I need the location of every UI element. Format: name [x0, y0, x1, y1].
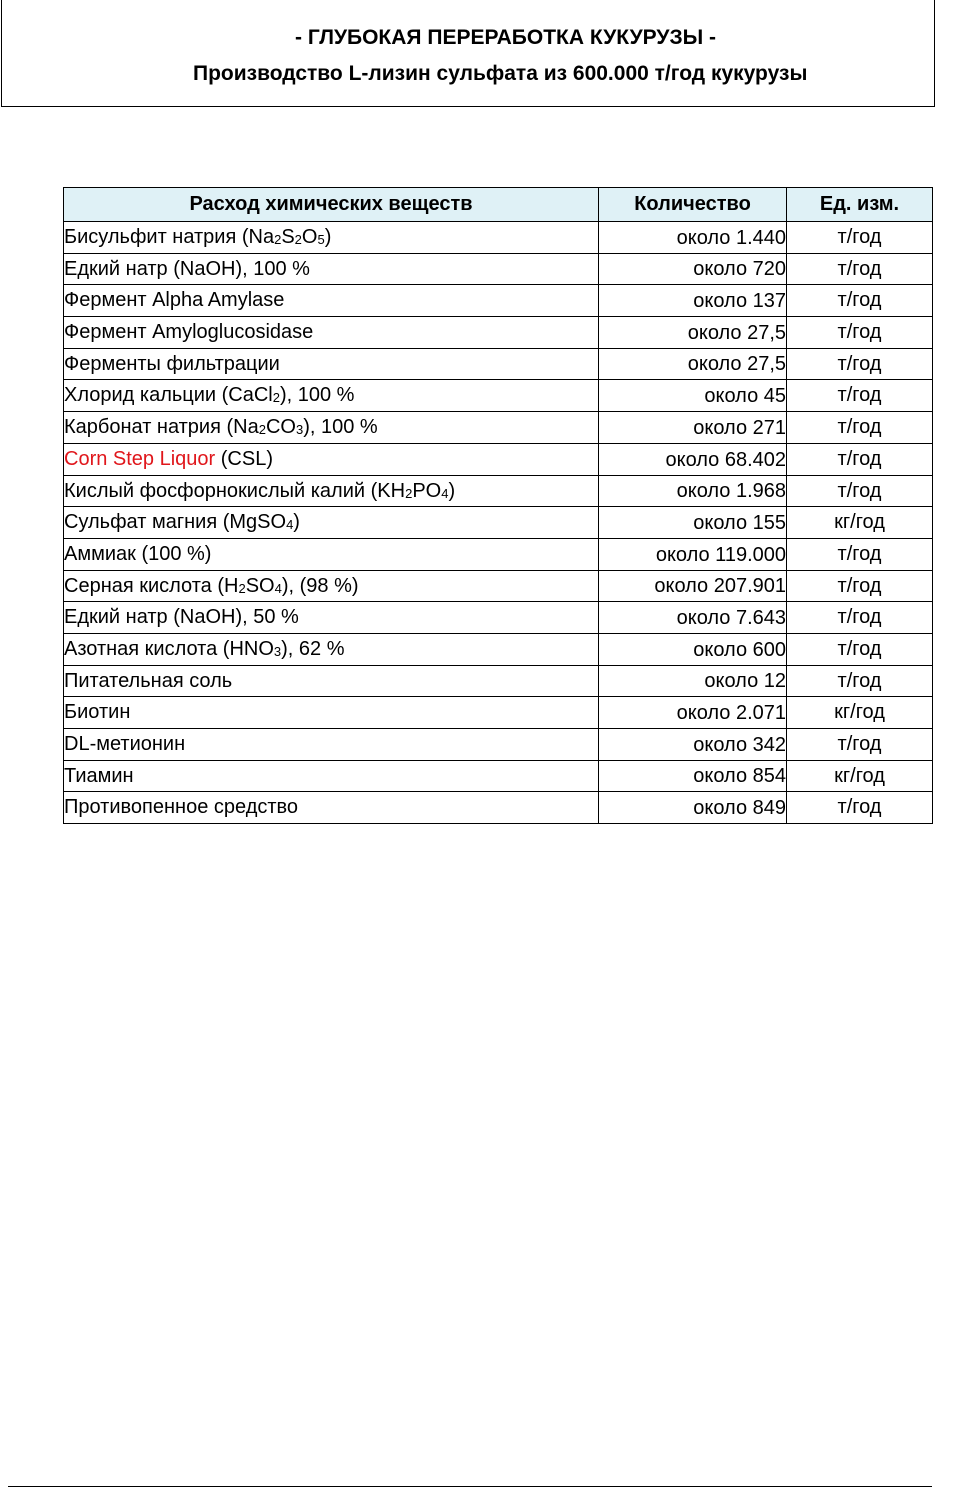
chemical-name-text: ), (98 %): [281, 574, 359, 597]
quantity-cell: около 207.901: [599, 570, 787, 602]
unit-cell: кг/год: [787, 507, 933, 539]
chemical-name-text: Питательная соль: [64, 669, 233, 692]
chemical-subscript: 3: [273, 643, 282, 659]
chemical-name-cell: [64, 665, 599, 697]
chemical-name-text: Фермент Alpha Amylase: [64, 289, 285, 312]
chemical-name-cell: [64, 760, 599, 792]
quantity-cell: около 7.643: [599, 602, 787, 634]
quantity-cell: около 2.071: [599, 697, 787, 729]
quantity-cell: около 1.440: [599, 222, 787, 254]
chemical-name-cell: [64, 253, 599, 285]
chemical-name-cell: [64, 602, 599, 634]
chemical-name-cell: [64, 507, 599, 539]
chemical-subscript: 2: [272, 390, 280, 406]
unit-cell: т/год: [787, 633, 933, 665]
chemical-name-text: Аммиак (100 %): [64, 542, 212, 565]
chemical-name-text: (CSL): [215, 447, 273, 470]
chemical-subscript: 2: [274, 232, 282, 247]
column-header-chemical: Расход химических веществ: [64, 188, 599, 222]
unit-cell: т/год: [787, 538, 933, 570]
chemical-name-text: Фермент Amyloglucosidase: [64, 321, 314, 344]
chemical-name-text: Хлорид кальции (CaCl: [64, 384, 273, 407]
chemical-name-text: Противопенное средство: [64, 796, 299, 819]
table-row: [64, 570, 933, 602]
chemical-name-cell: [64, 380, 599, 412]
unit-cell: т/год: [787, 285, 933, 317]
chemical-subscript: 5: [317, 232, 325, 247]
table-row: [64, 760, 933, 792]
page-subtitle: Производство L-лизин сульфата из 600.000 т/год кукурузы: [193, 62, 808, 85]
chemical-subscript: 4: [286, 517, 294, 533]
unit-cell: кг/год: [787, 760, 933, 792]
quantity-cell: около 342: [599, 729, 787, 761]
chemical-name-text: SO: [245, 574, 275, 597]
chemical-name-text: Едкий натр (NaOH), 50 %: [64, 606, 299, 629]
quantity-cell: около 1.968: [599, 475, 787, 507]
table-row: [64, 507, 933, 539]
table-row: [64, 633, 933, 665]
chemical-name-text: O: [301, 226, 318, 248]
chemical-name-text: Биотин: [64, 701, 131, 724]
unit-cell: т/год: [787, 475, 933, 507]
unit-cell: т/год: [787, 443, 933, 475]
footer-divider: [8, 1486, 932, 1487]
table-row: [64, 348, 933, 380]
unit-cell: т/год: [787, 317, 933, 349]
chemical-name-text: Ферменты фильтрации: [64, 352, 280, 375]
unit-cell: т/год: [787, 792, 933, 824]
chemical-name-text: Азотная кислота (HNO: [64, 637, 274, 660]
table-row: [64, 792, 933, 824]
table-row: [64, 729, 933, 761]
chemical-name-cell: [64, 222, 599, 254]
highlighted-chemical-name: Corn Step Liquor: [64, 447, 216, 470]
quantity-cell: около 45: [599, 380, 787, 412]
table-row: [64, 475, 933, 507]
table-row: [64, 602, 933, 634]
chemical-name-text: Сульфат магния (MgSO: [64, 511, 287, 534]
quantity-cell: около 854: [599, 760, 787, 792]
chemical-name-cell: [64, 443, 599, 475]
table-row: [64, 443, 933, 475]
chemical-name-cell: [64, 475, 599, 507]
unit-cell: т/год: [787, 348, 933, 380]
quantity-cell: около 849: [599, 792, 787, 824]
chemical-name-text: S: [281, 226, 295, 248]
table-header-row: [64, 188, 933, 222]
table-row: [64, 538, 933, 570]
title-frame: [1, 0, 935, 107]
chemical-subscript: 2: [294, 232, 302, 247]
quantity-cell: около 155: [599, 507, 787, 539]
chemical-name-text: Бисульфит натрия (Na: [64, 226, 275, 248]
chemical-name-text: ), 100 %: [303, 416, 378, 439]
table-row: [64, 253, 933, 285]
page-title: - ГЛУБОКАЯ ПЕРЕРАБОТКА КУКУРУЗЫ -: [295, 26, 717, 49]
table-body: [64, 222, 933, 824]
chemical-subscript: 2: [405, 485, 413, 501]
table-row: [64, 285, 933, 317]
quantity-cell: около 600: [599, 633, 787, 665]
chemical-name-text: ): [324, 226, 332, 248]
table-row: [64, 665, 933, 697]
unit-cell: кг/год: [787, 697, 933, 729]
quantity-cell: около 720: [599, 253, 787, 285]
chemical-subscript: 2: [238, 580, 246, 596]
quantity-cell: около 27,5: [599, 317, 787, 349]
chemical-name-text: CO: [265, 416, 296, 439]
unit-cell: т/год: [787, 253, 933, 285]
chemical-name-text: ), 62 %: [281, 637, 345, 660]
quantity-cell: около 12: [599, 665, 787, 697]
quantity-cell: около 119.000: [599, 538, 787, 570]
chemical-subscript: 4: [274, 580, 282, 596]
column-header-quantity: Количество: [599, 188, 787, 222]
chemical-name-text: ): [448, 479, 456, 502]
unit-cell: т/год: [787, 602, 933, 634]
chemical-name-text: Едкий натр (NaOH), 100 %: [64, 257, 310, 280]
table-row: [64, 380, 933, 412]
chemical-name-text: Серная кислота (H: [64, 574, 239, 597]
chemical-name-cell: [64, 792, 599, 824]
chemicals-table: [63, 187, 933, 824]
table-row: [64, 412, 933, 444]
chemical-subscript: 2: [258, 422, 266, 438]
quantity-cell: около 27,5: [599, 348, 787, 380]
chemical-name-cell: [64, 729, 599, 761]
chemical-name-text: ): [293, 511, 300, 534]
chemical-name-cell: [64, 317, 599, 349]
chemical-name-text: Тиамин: [64, 764, 134, 787]
unit-cell: т/год: [787, 380, 933, 412]
quantity-cell: около 68.402: [599, 443, 787, 475]
chemical-subscript: 4: [441, 485, 449, 501]
chemical-name-text: Карбонат натрия (Na: [64, 416, 259, 439]
chemical-name-cell: [64, 633, 599, 665]
chemical-name-cell: [64, 348, 599, 380]
table-row: [64, 317, 933, 349]
chemical-name-text: ), 100 %: [279, 384, 355, 407]
unit-cell: т/год: [787, 665, 933, 697]
chemical-name-cell: [64, 285, 599, 317]
quantity-cell: около 137: [599, 285, 787, 317]
unit-cell: т/год: [787, 570, 933, 602]
chemical-subscript: 3: [295, 422, 304, 438]
table-row: [64, 222, 933, 254]
chemical-name-text: Кислый фосфорнокислый калий (KH: [64, 479, 406, 502]
column-header-unit: Ед. изм.: [787, 188, 933, 222]
chemical-name-cell: [64, 570, 599, 602]
chemical-name-text: PO: [412, 479, 442, 502]
unit-cell: т/год: [787, 412, 933, 444]
chemical-name-cell: [64, 412, 599, 444]
unit-cell: т/год: [787, 222, 933, 254]
chemical-name-cell: [64, 538, 599, 570]
chemical-name-cell: [64, 697, 599, 729]
unit-cell: т/год: [787, 729, 933, 761]
quantity-cell: около 271: [599, 412, 787, 444]
chemical-name-text: DL-метионин: [64, 733, 186, 755]
table-row: [64, 697, 933, 729]
